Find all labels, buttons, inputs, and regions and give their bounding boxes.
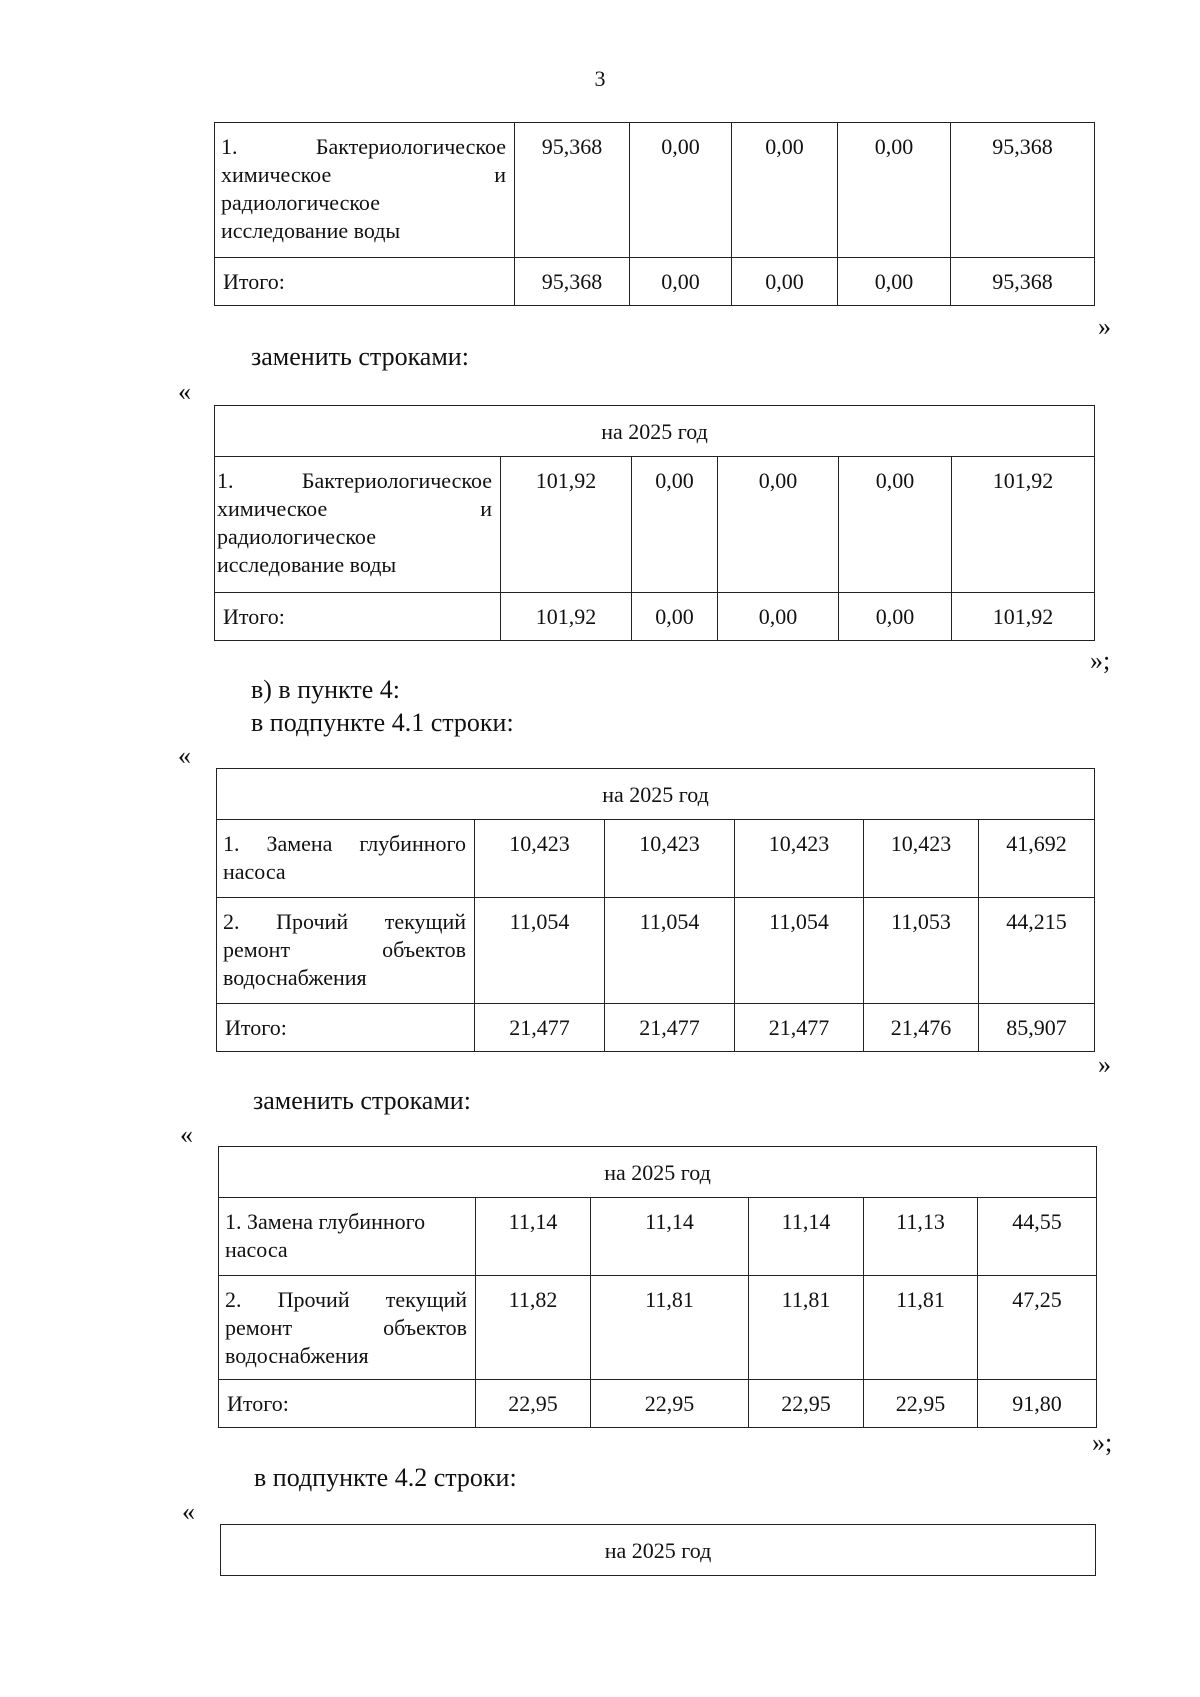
value-cell: 22,95	[476, 1380, 591, 1428]
value-cell: 11,81	[591, 1276, 749, 1380]
value-cell: 11,054	[475, 898, 605, 1004]
value-cell: 95,368	[515, 123, 630, 258]
value-cell: 41,692	[979, 820, 1095, 898]
value-cell: 11,054	[605, 898, 735, 1004]
value-cell: 0,00	[839, 593, 952, 641]
value-cell: 22,95	[591, 1380, 749, 1428]
replace-with-rows-text: заменить строками:	[253, 1086, 471, 1115]
year-header: на 2025 год	[219, 1147, 1097, 1198]
value-cell: 21,477	[475, 1004, 605, 1052]
value-cell: 0,00	[630, 123, 732, 258]
value-cell: 85,907	[979, 1004, 1095, 1052]
value-cell: 11,053	[864, 898, 979, 1004]
year-header: на 2025 год	[215, 406, 1095, 457]
table-repair-original	[216, 768, 1095, 1052]
row-name-cell: 1. Бактериологическое химическое и радиологическое исследование воды	[215, 457, 501, 593]
row-name-cell: 1. Замена глубинного насоса	[217, 820, 475, 898]
value-cell: 95,368	[951, 258, 1095, 306]
value-cell: 95,368	[515, 258, 630, 306]
total-label: Итого:	[219, 1380, 476, 1428]
value-cell: 10,423	[864, 820, 979, 898]
closing-quote: »;	[1090, 646, 1111, 675]
value-cell: 0,00	[718, 593, 839, 641]
opening-quote: «	[178, 377, 191, 406]
table-row	[215, 457, 1095, 593]
closing-quote: »	[1098, 1050, 1111, 1079]
closing-quote: »	[1098, 312, 1111, 341]
total-label: Итого:	[217, 1004, 475, 1052]
value-cell: 11,81	[864, 1276, 978, 1380]
table-repair-replacement	[218, 1146, 1097, 1428]
table-row	[219, 1276, 1097, 1380]
table-subitem-4-2	[220, 1524, 1096, 1576]
value-cell: 11,14	[591, 1198, 749, 1276]
page-number: 3	[594, 66, 606, 91]
value-cell: 21,477	[735, 1004, 864, 1052]
opening-quote: «	[178, 741, 191, 770]
replace-with-rows-text: заменить строками:	[251, 342, 469, 371]
value-cell: 0,00	[632, 593, 718, 641]
value-cell: 0,00	[839, 457, 952, 593]
closing-quote: »;	[1092, 1428, 1113, 1457]
year-header: на 2025 год	[221, 1525, 1096, 1576]
value-cell: 21,476	[864, 1004, 979, 1052]
year-header: на 2025 год	[217, 769, 1095, 820]
value-cell: 11,81	[749, 1276, 864, 1380]
value-cell: 101,92	[952, 593, 1095, 641]
value-cell: 101,92	[952, 457, 1095, 593]
value-cell: 44,55	[978, 1198, 1097, 1276]
value-cell: 47,25	[978, 1276, 1097, 1380]
opening-quote: «	[182, 1497, 195, 1526]
item-v-text: в) в пункте 4:	[251, 675, 400, 704]
value-cell: 21,477	[605, 1004, 735, 1052]
value-cell: 44,215	[979, 898, 1095, 1004]
table-header-row	[221, 1525, 1096, 1576]
value-cell: 101,92	[501, 457, 632, 593]
value-cell: 0,00	[838, 258, 951, 306]
table-row	[217, 898, 1095, 1004]
value-cell: 11,14	[476, 1198, 591, 1276]
table-row	[217, 820, 1095, 898]
total-row	[217, 1004, 1095, 1052]
value-cell: 0,00	[732, 123, 838, 258]
subitem-4-1-text: в подпункте 4.1 строки:	[251, 708, 514, 737]
subitem-4-2-text: в подпункте 4.2 строки:	[254, 1463, 517, 1492]
value-cell: 0,00	[632, 457, 718, 593]
row-name-cell: 2. Прочий текущий ремонт объектов водоснабжения	[219, 1276, 476, 1380]
value-cell: 10,423	[735, 820, 864, 898]
value-cell: 0,00	[630, 258, 732, 306]
table-row	[215, 123, 1095, 258]
table-header-row	[219, 1147, 1097, 1198]
value-cell: 22,95	[864, 1380, 978, 1428]
value-cell: 0,00	[838, 123, 951, 258]
total-row	[215, 593, 1095, 641]
table-header-row	[217, 769, 1095, 820]
total-label: Итого:	[215, 593, 501, 641]
value-cell: 11,82	[476, 1276, 591, 1380]
value-cell: 91,80	[978, 1380, 1097, 1428]
table-water-testing-replacement	[214, 405, 1095, 641]
value-cell: 11,14	[749, 1198, 864, 1276]
opening-quote: «	[180, 1120, 193, 1149]
total-label: Итого:	[215, 258, 515, 306]
row-name-cell: 2. Прочий текущий ремонт объектов водоснабжения	[217, 898, 475, 1004]
value-cell: 0,00	[718, 457, 839, 593]
value-cell: 22,95	[749, 1380, 864, 1428]
table-header-row	[215, 406, 1095, 457]
value-cell: 0,00	[732, 258, 838, 306]
value-cell: 95,368	[951, 123, 1095, 258]
value-cell: 10,423	[605, 820, 735, 898]
row-name-cell: 1. Замена глубинного насоса	[219, 1198, 476, 1276]
table-water-testing-original	[214, 122, 1095, 306]
value-cell: 101,92	[501, 593, 632, 641]
value-cell: 11,13	[864, 1198, 978, 1276]
value-cell: 10,423	[475, 820, 605, 898]
total-row	[215, 258, 1095, 306]
row-name-cell: 1. Бактериологическое химическое и радиологическое исследование воды	[215, 123, 515, 258]
value-cell: 11,054	[735, 898, 864, 1004]
total-row	[219, 1380, 1097, 1428]
table-row	[219, 1198, 1097, 1276]
